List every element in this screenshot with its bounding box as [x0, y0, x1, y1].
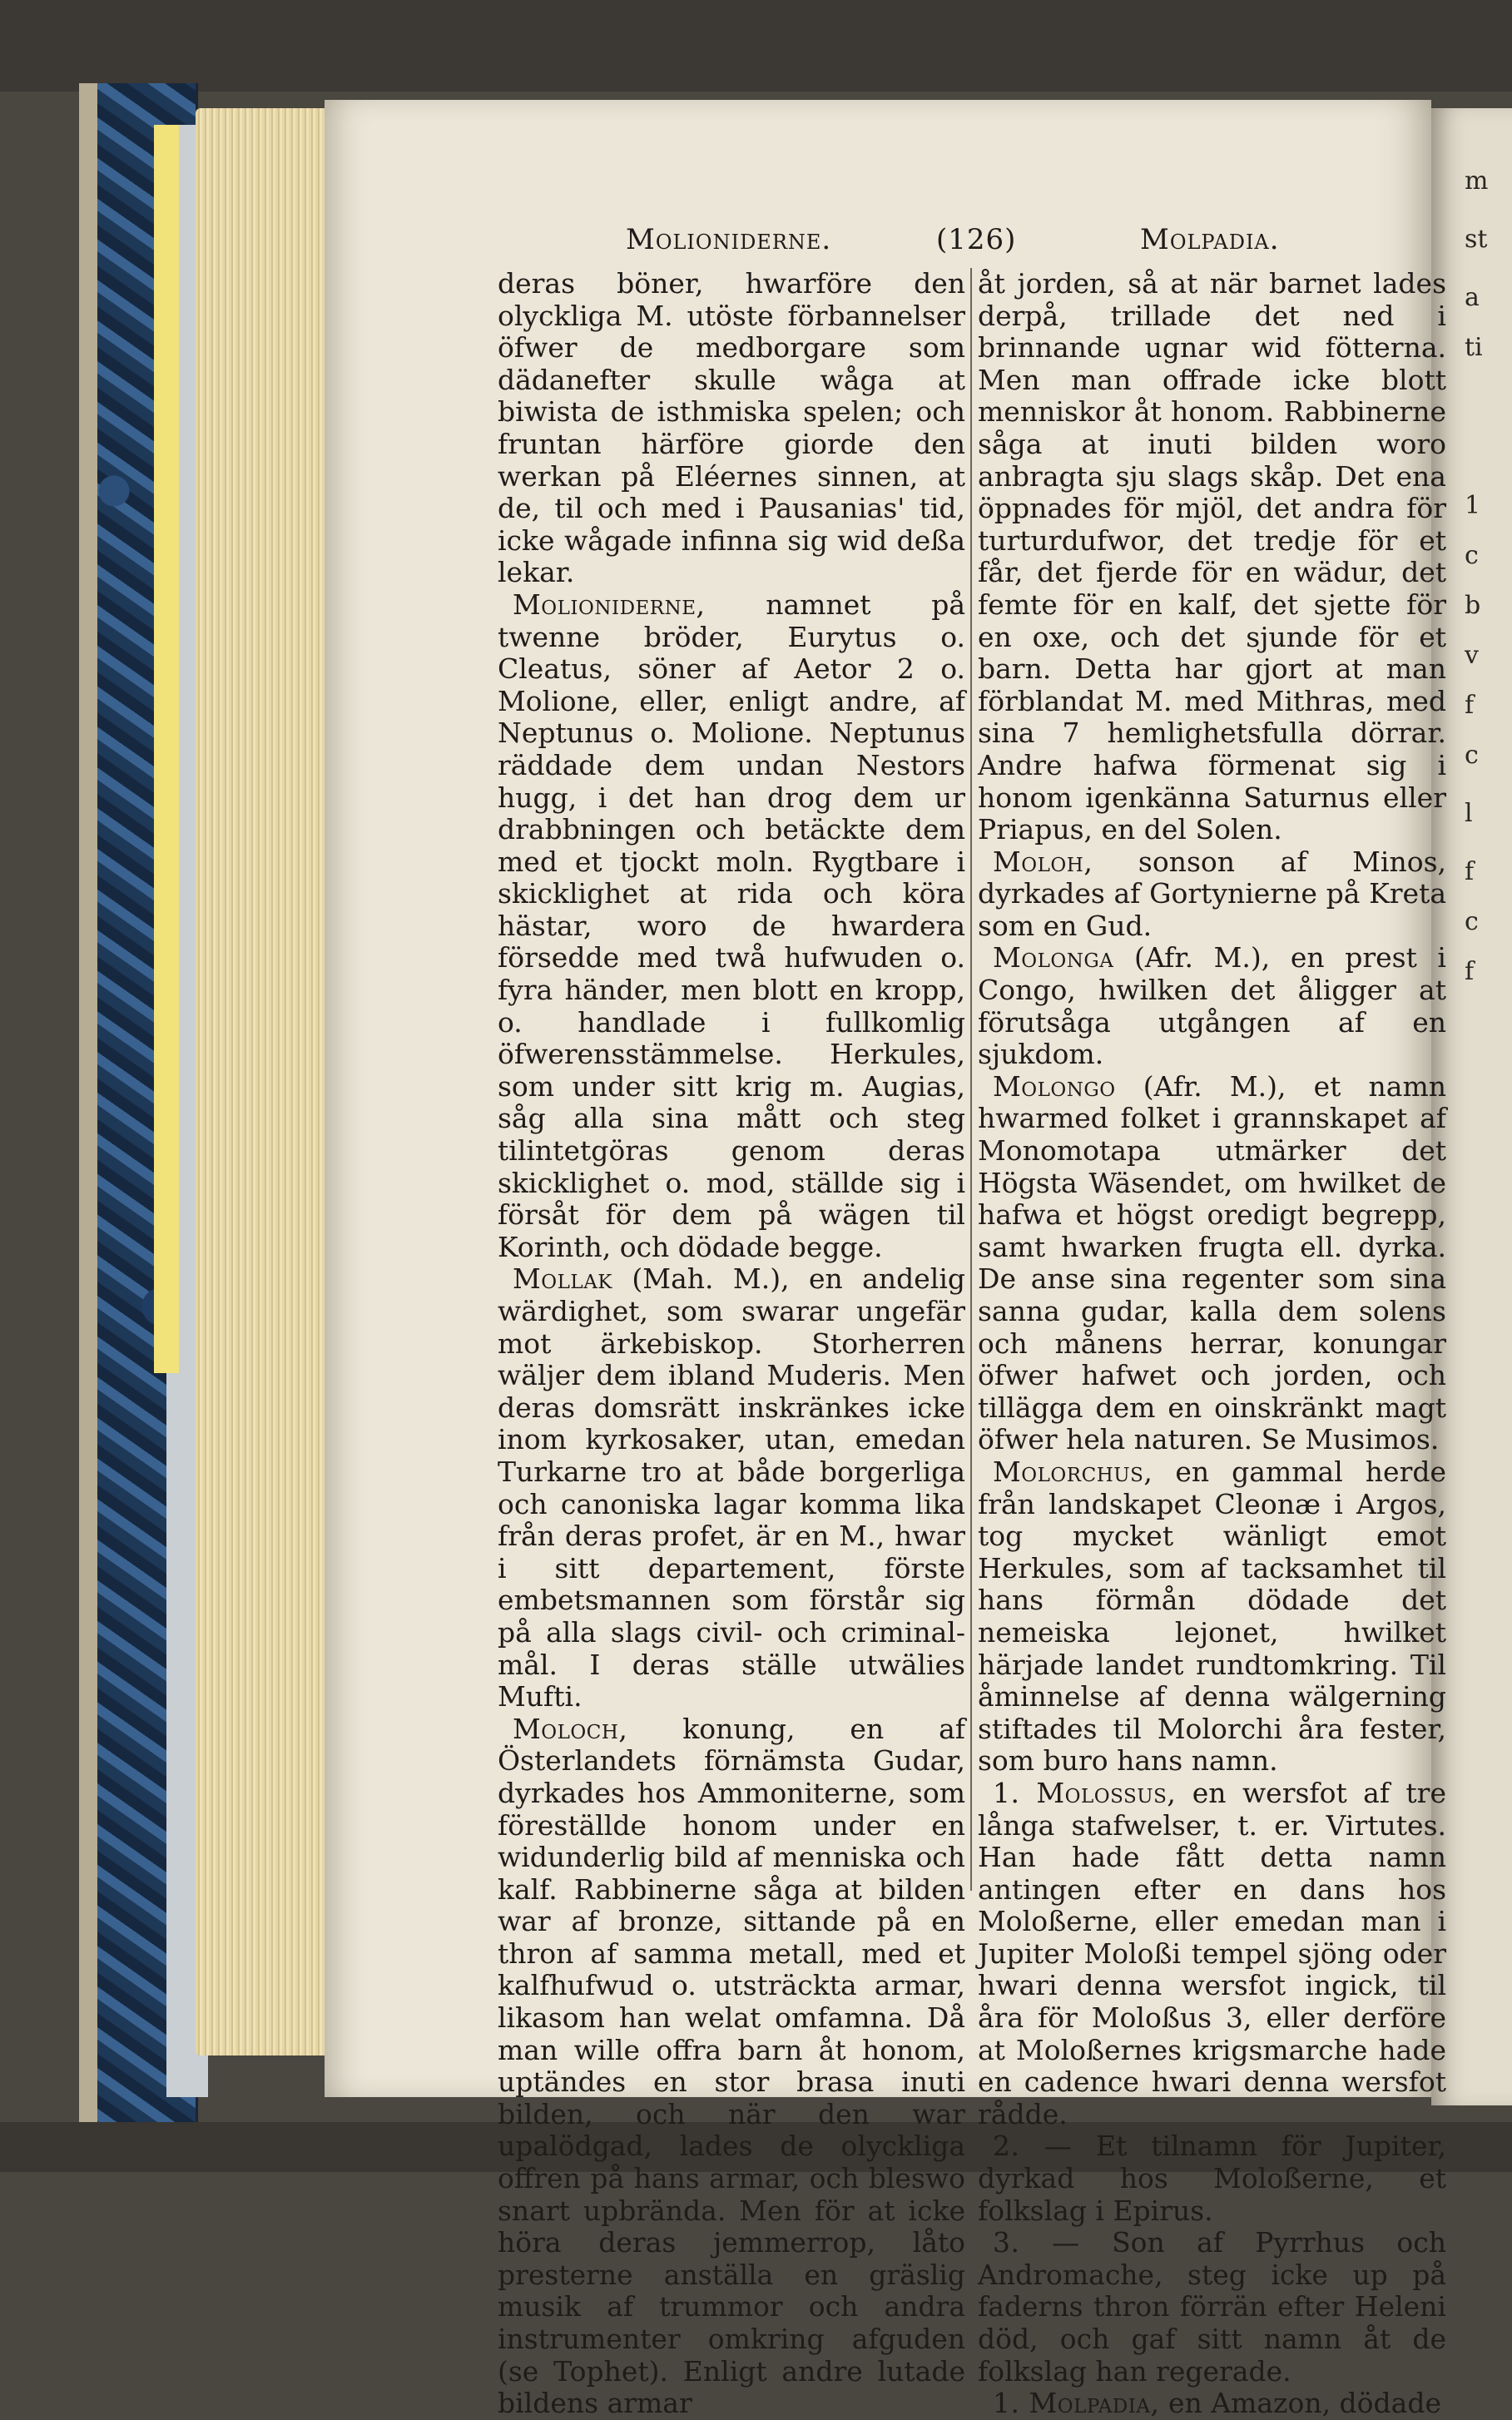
dictionary-entry: [978, 1778, 1446, 2131]
entry-headword: Molorchus,: [993, 1455, 1153, 1488]
entry-headword: Molioniderne,: [513, 588, 706, 621]
entry-text: (Mah. M.), en andelig wärdighet, som swarar ungefär mot ärkebiskop. Storherren wäljer dem ibland Muderis. Men deras domsrätt inskränkes icke inom kyrkosaker, utan, emedan Turkarne tro at både borgerliga och canoniska lagar komma lika från deras profet, är en M., hwar i sitt departement, förste embetsmannen som förstår sig på alla slags civil- och criminal-mål. I deras ställe utwälies Mufti.: [498, 1262, 965, 1713]
next-page-fragment: f: [1465, 957, 1475, 986]
next-page-fragment: 1: [1465, 491, 1481, 520]
next-page-fragment: v: [1465, 641, 1479, 670]
next-page-fragment: c: [1465, 741, 1479, 770]
entry-headword: 2. —: [993, 2130, 1073, 2163]
next-page-fragment: f: [1465, 691, 1475, 720]
entry-text: konung, en af Österlandets förnämsta Gudar, dyrkades hos Ammoniterne, som föreställde honom under en widunderlig bild af menniska och kalf. Rabbinerne såga at bilden war af bronze, sittande på en thron af samma metall, med et kalfhufwud o. utsträckta armar, likasom han welat omfamna. Då man wille offra barn åt honom, uptändes en stor brasa inuti bilden, och när den war upalödgad, lades de olyckliga offren på hans armar, och bleswo snart upbrända. Men för at icke höra deras jemmerrop, låto presterne anställa en gräslig musik af trummor och andra instrumenter omkring afguden (se Tophet). Enligt andre lutade bildens armar: [498, 1712, 965, 2420]
entry-headword: Molonga: [993, 941, 1114, 974]
next-page-fragment: a: [1465, 283, 1480, 312]
next-page-fragment: f: [1465, 857, 1475, 886]
left-column: [498, 268, 965, 2420]
dictionary-entry: [978, 2388, 1446, 2420]
entry-text: sonson af Minos, dyrkades af Gortynierne på Kreta som en Gud.: [978, 845, 1446, 942]
entry-text: en gammal herde från landskapet Cleonæ i Argos, tog mycket wänligt emot Herkules, som af tacksamhet til hans förmån dödade det nemeiska lejonet, hwilket härjade landet rundtomkring. Til åminnelse af denna wälgerning stiftades til Molorchi åra fester, som buro hans namn.: [978, 1455, 1446, 1778]
entry-headword: Mollak: [513, 1262, 612, 1296]
next-page-fragment: ti: [1465, 333, 1483, 362]
dictionary-entry: [978, 268, 1446, 846]
right-column: [978, 268, 1446, 2420]
entry-headword: 3. —: [993, 2226, 1080, 2259]
next-page-fragment: c: [1465, 541, 1479, 570]
entry-text: Et tilnamn för Jupiter, dyrkad hos Moloßerne, et folkslag i Epirus.: [978, 2130, 1446, 2227]
column-rule: [970, 268, 972, 1891]
entry-text: en wersfot af tre långa stafwelser, t. er. Virtutes. Han hade fått detta namn antingen efter en dans hos Moloßerne, eller emedan man i Jupiter Moloßi tempel sjöng oder hwari denna wersfot ingick, til åra för Moloßus 3, eller derföre at Moloßernes krigsmarche hade en cadence hwari denna wersfot rådde.: [978, 1776, 1446, 2130]
dictionary-entry: [978, 2130, 1446, 2227]
page-edges: [196, 108, 329, 2056]
entry-text: deras böner, hwarföre den olyckliga M. utöste förbannelser öfwer de medborgare som dädanefter skulle wåga at biwista de isthmiska spelen; och fruntan härföre giorde den werkan på Eléernes sinnen, at de, til och med i Pausanias' tid, icke wågade infinna sig wid deßa lekar.: [498, 267, 965, 589]
dictionary-entry: [978, 942, 1446, 1070]
dictionary-entry: [978, 2227, 1446, 2388]
entry-headword: Moloch,: [513, 1712, 628, 1745]
entry-text: en Amazon, dödade: [1159, 2387, 1441, 2420]
dictionary-entry: [498, 1263, 965, 1713]
entry-text: (Afr. M.), et namn hwarmed folket i grannskapet af Monomotapa utmärker det Högsta Wäsendet, om hwilket de hafwa et högst oredigt begrepp, samt hwarken frugta ell. dyrka. De anse sina regenter som sina sanna gudar, kalla dem solens och månens herrar, konungar öfwer hafwet och jorden, och tillägga dem en oinskränkt magt öfwer hela naturen. Se Musimos.: [978, 1069, 1446, 1456]
entry-text: åt jorden, så at när barnet lades derpå, trillade det ned i brinnande ugnar wid fötterna. Men man offrade icke blott menniskor åt honom. Rabbinerne såga at inuti bilden woro anbragta sju slags skåp. Det ena öppnades för mjöl, det andra för turturdufwor, det tredje för et får, det fjerde för en wädur, det femte för en kalf, det sjette för en oxe, och det sjunde för et barn. Detta har gjort at man förblandat M. med Mithras, med sina 7 hemlighetsfulla dörrar. Andre hafwa förmenat sig i honom igenkänna Saturnus eller Priapus, en del Solen.: [978, 267, 1446, 846]
next-page-fragment: st: [1465, 225, 1488, 254]
next-page-fragment: m: [1465, 166, 1489, 196]
entry-text: Son af Pyrrhus och Andromache, steg icke up på faderns thron förrän efter Heleni död, och gaf sitt namn åt de folkslag han regerade.: [978, 2226, 1446, 2388]
entry-text: namnet på twenne bröder, Eurytus o. Cleatus, söner af Aetor 2 o. Molione, eller, enligt andre, af Neptunus o. Molione. Neptunus räddade dem undan Nestors hugg, i det han drog dem ur drabbningen och betäckte dem med et tjockt moln. Rygtbare i skicklighet at rida och köra hästar, woro de hwardera försedde med twå hufwuden o. fyra händer, men blott en kropp, o. handlade i fullkomlig öfwerensstämmelse. Herkules, som under sitt krig m. Augias, såg alla sina mått och steg tilintetgöras genom deras skicklighet o. mod, ställde sig i försåt för dem på wägen til Korinth, och dödade begge.: [498, 588, 965, 1263]
dictionary-entry: [978, 846, 1446, 943]
dictionary-entry: [978, 1456, 1446, 1778]
background-top: [0, 0, 1512, 92]
next-page-fragment: l: [1465, 799, 1473, 828]
entry-text: (Afr. M.), en prest i Congo, hwilken det åligger at förutsåga utgången af en sjukdom.: [978, 941, 1446, 1071]
next-page-fragment: c: [1465, 907, 1479, 936]
cover-edge: [79, 83, 97, 2122]
header-right-title: Molpadia.: [1140, 223, 1280, 256]
running-header: [0, 223, 1512, 260]
page-number: (126): [936, 223, 1017, 256]
flyleaf-yellow: [154, 125, 179, 1373]
entry-headword: Molongo: [993, 1069, 1116, 1103]
dictionary-entry: [498, 589, 965, 1263]
entry-headword: 1. Molpadia,: [993, 2387, 1160, 2420]
dictionary-entry: [498, 1713, 965, 2420]
dictionary-entry: [978, 1071, 1446, 1456]
header-left-title: Molioniderne.: [626, 223, 832, 256]
dictionary-entry: [498, 268, 965, 589]
next-page-fragment: b: [1465, 591, 1481, 620]
entry-headword: Moloh,: [993, 845, 1093, 878]
entry-headword: 1. Molossus,: [993, 1776, 1177, 1809]
